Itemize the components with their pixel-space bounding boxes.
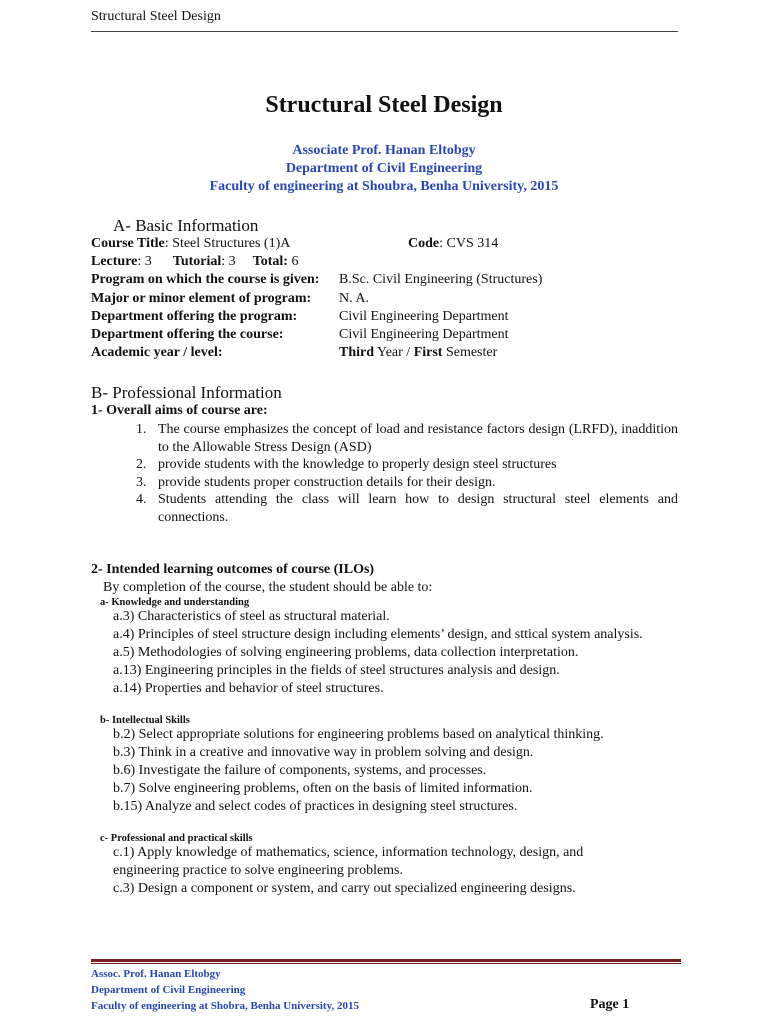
info-label: Department offering the course:: [91, 326, 284, 342]
info-value: Civil Engineering Department: [339, 326, 509, 342]
header-divider: [91, 31, 678, 32]
ilo-intro: By completion of the course, the student should be able to:: [103, 580, 433, 595]
info-row: [91, 308, 691, 326]
ilo-item: a.5) Methodologies of solving engineering problems, data collection interpretation.: [113, 645, 579, 660]
section-a-heading: A- Basic Information: [113, 216, 259, 235]
info-label: Department offering the program:: [91, 308, 298, 324]
page-number: Page 1: [590, 997, 630, 1012]
author-name: Associate Prof. Hanan Eltobgy: [292, 143, 476, 158]
section-b-heading: B- Professional Information: [91, 383, 282, 402]
list-item: [91, 456, 678, 474]
year-level: Third: [339, 345, 375, 361]
intellectual-heading: b- Intellectual Skills: [100, 715, 190, 726]
basic-information-table: [91, 235, 691, 362]
ilo-item: a.13) Engineering principles in the fields of steel structures analysis and design.: [113, 663, 560, 678]
info-label: Major or minor element of program:: [91, 290, 312, 306]
list-item: [91, 421, 678, 456]
ilo-item: b.2) Select appropriate solutions for engineering problems based on analytical thinking.: [113, 727, 604, 742]
author-department: Department of Civil Engineering: [285, 161, 483, 176]
total-value: 6: [287, 254, 299, 270]
semester-suffix: Semester: [442, 345, 498, 361]
lecture-value: : 3: [137, 254, 152, 270]
ilo-heading: 2- Intended learning outcomes of course (ILOs): [91, 562, 375, 577]
list-number: 3.: [136, 474, 147, 490]
course-title-row: [91, 235, 691, 253]
footer-department: Department of Civil Engineering: [91, 984, 246, 996]
info-row: [91, 326, 691, 344]
ilo-item: c.3) Design a component or system, and carry out specialized engineering designs.: [113, 881, 576, 896]
ilo-item: a.4) Principles of steel structure design including elements’ design, and sttical system analysis.: [113, 627, 643, 642]
list-number: 1.: [136, 422, 147, 437]
lecture-label: Lecture: [91, 254, 138, 270]
author-faculty: Faculty of engineering at Shoubra, Benha University, 2015: [209, 179, 559, 194]
knowledge-heading: a- Knowledge and understanding: [100, 597, 250, 608]
list-text: provide students with the knowledge to properly design steel structures: [158, 457, 557, 472]
footer-divider-thin: [91, 963, 681, 964]
info-label: Program on which the course is given:: [91, 272, 320, 288]
info-value: B.Sc. Civil Engineering (Structures): [339, 272, 543, 288]
footer-author: Assoc. Prof. Hanan Eltobgy: [91, 968, 221, 980]
aims-heading: 1- Overall aims of course are:: [91, 403, 268, 418]
code-value: : CVS 314: [439, 236, 499, 251]
ilo-item: a.14) Properties and behavior of steel structures.: [113, 681, 384, 696]
info-value: Civil Engineering Department: [339, 308, 509, 324]
document-title: Structural Steel Design: [265, 92, 503, 118]
footer-block: [91, 966, 359, 1014]
footer-divider: [91, 959, 681, 962]
footer-faculty: Faculty of engineering at Shobra, Benha University, 2015: [91, 1000, 359, 1012]
course-title-value: : Steel Structures (1)A: [164, 236, 291, 251]
academic-year-label: Academic year / level:: [91, 345, 223, 361]
info-row: [91, 290, 691, 308]
professional-heading: c- Professional and practical skills: [100, 833, 253, 844]
list-text: provide students proper construction details for their design.: [158, 474, 496, 490]
list-number: 4.: [136, 492, 147, 507]
course-code: [408, 235, 498, 253]
list-text: Students attending the class will learn how to design structural steel elements and connections.: [158, 492, 678, 525]
info-value: N. A.: [339, 290, 369, 306]
course-title-label: Course Title: [91, 236, 165, 251]
code-label: Code: [408, 236, 440, 251]
aims-list: [91, 421, 678, 526]
hours-row: [91, 253, 691, 271]
ilo-item: b.15) Analyze and select codes of practices in designing steel structures.: [113, 799, 518, 814]
ilo-item: b.6) Investigate the failure of components, systems, and processes.: [113, 763, 487, 778]
tutorial-label: Tutorial: [172, 254, 222, 270]
info-row: [91, 271, 691, 289]
ilo-section: [100, 579, 643, 898]
semester-level: First: [413, 345, 443, 361]
list-item: [91, 474, 678, 492]
list-text: The course emphasizes the concept of load and resistance factors design (LRFD), inaddition to the Allowable Stress Design (ASD): [158, 422, 678, 455]
running-header: Structural Steel Design: [91, 9, 221, 24]
ilo-item: b.3) Think in a creative and innovative way in problem solving and design.: [113, 745, 534, 760]
total-label: Total:: [252, 254, 288, 270]
list-item: [91, 491, 678, 526]
ilo-item: c.1) Apply knowledge of mathematics, science, information technology, design, and engineering practice to solve engineering problems.: [113, 845, 584, 878]
academic-year-value: [339, 344, 497, 362]
academic-year-row: [91, 344, 691, 362]
year-separator: Year /: [374, 345, 414, 361]
tutorial-value: : 3: [221, 254, 236, 270]
list-number: 2.: [136, 457, 147, 472]
author-block: [0, 142, 768, 196]
ilo-item: b.7) Solve engineering problems, often on the basis of limited information.: [113, 781, 533, 796]
ilo-item: a.3) Characteristics of steel as structural material.: [113, 609, 390, 624]
